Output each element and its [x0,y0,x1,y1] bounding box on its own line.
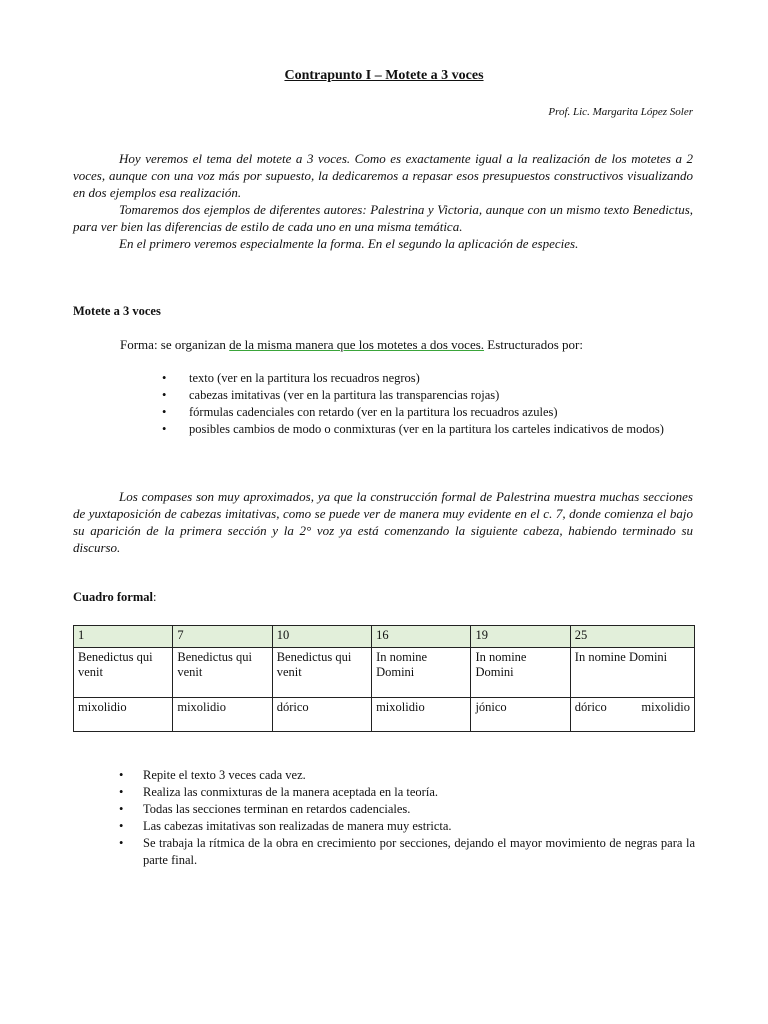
table-cell-measure: 10 [272,626,371,648]
bullet-icon: • [119,768,124,782]
compases-paragraph: Los compases son muy aproximados, ya que la construcción formal de Palestrina muestra muchas secciones de yuxtaposición de cabezas imitativas, como se puede ver de manera muy evidente en el c. 7, donde comienza el bajo su aparición de la primera sección y la 2° voz ya está comenzando la siguiente cabeza, habiendo terminado su discurso. [73,489,693,555]
bullet-icon: • [119,785,124,799]
list-item [162,370,694,387]
table-cell-mode: mixolidio [372,698,471,732]
table-cell-measure: 19 [471,626,570,648]
table-cell-mode: dórico [574,700,607,714]
list-item-text: Todas las secciones terminan en retardos cadenciales. [143,802,411,816]
list-item-text: posibles cambios de modo o conmixturas (ver en la partitura los carteles indicativos de modos) [189,422,664,436]
list-item [119,767,695,784]
table-cell-text: Benedictus qui venit [173,648,272,698]
structure-list [162,370,694,438]
table-cell-text: In nomine Domini [372,648,471,698]
intro-paragraph: En el primero veremos especialmente la forma. En el segundo la aplicación de especies. [119,236,579,251]
list-item-text: Las cabezas imitativas son realizadas de manera muy estricta. [143,819,452,833]
summary-list [119,767,695,869]
forma-underlined-text: de la misma manera que los motetes a dos voces. [229,337,485,352]
list-item [162,421,694,438]
table-cell-mode: dórico [272,698,371,732]
list-item-text: Repite el texto 3 veces cada vez. [143,768,306,782]
cuadro-heading-line [73,590,156,605]
table-cell-mode: jónico [471,698,570,732]
table-cell-measure: 16 [372,626,471,648]
mode-pair [575,700,690,715]
bullet-icon: • [119,802,124,816]
table-cell-text: Benedictus qui venit [272,648,371,698]
bullet-icon: • [162,405,167,419]
table-cell-text: In nomine Domini [570,648,694,698]
list-item [119,801,695,818]
bullet-icon: • [162,388,167,402]
intro-paragraph: Tomaremos dos ejemplos de diferentes autores: Palestrina y Victoria, aunque con un mismo texto Benedictus, para ver bien las diferencias de estilo de cada uno en una misma temática. [73,202,693,234]
section-heading: Motete a 3 voces [73,304,161,318]
forma-text: Forma: se organizan [120,337,230,352]
table-cell-mode: mixolidio [74,698,173,732]
bullet-icon: • [162,371,167,385]
table-cell-mode-pair [570,698,694,732]
formal-table [73,625,695,732]
table-cell-mode-extra: mixolidio [641,700,690,714]
table-row-texts [74,648,695,698]
list-item [162,387,694,404]
list-item [162,404,694,421]
cuadro-heading: Cuadro formal [73,590,153,604]
list-item [119,784,695,801]
table-row-modes [74,698,695,732]
list-item-text: Se trabaja la rítmica de la obra en crecimiento por secciones, dejando el mayor movimiento de negras para la parte final. [143,836,695,867]
list-item [119,818,695,835]
table-cell-text: In nomine Domini [471,648,570,698]
bullet-icon: • [119,836,124,850]
table-cell-measure: 25 [570,626,694,648]
bullet-icon: • [119,819,124,833]
list-item [119,835,695,869]
intro-text [73,150,693,252]
table-cell-measure: 7 [173,626,272,648]
table-cell-text: Benedictus qui venit [74,648,173,698]
forma-line [120,337,583,353]
table-cell-mode: mixolidio [173,698,272,732]
list-item-text: cabezas imitativas (ver en la partitura las transparencias rojas) [189,388,500,402]
intro-paragraph: Hoy veremos el tema del motete a 3 voces. Como es exactamente igual a la realización de los motetes a 2 voces, aunque con una voz más por supuesto, la dedicaremos a repasar esos presupuestos constructivos visualizando en dos ejemplos esa realización. [73,151,693,200]
table-row-measures [74,626,695,648]
document-title: Contrapunto I – Motete a 3 voces [284,68,484,83]
list-item-text: Realiza las conmixturas de la manera aceptada en la teoría. [143,785,438,799]
list-item-text: texto (ver en la partitura los recuadros negros) [189,371,420,385]
author-line: Prof. Lic. Margarita López Soler [548,106,693,118]
forma-text-end: Estructurados por: [484,337,583,352]
bullet-icon: • [162,422,167,436]
cuadro-heading-colon: : [152,590,157,604]
table-cell-measure: 1 [74,626,173,648]
list-item-text: fórmulas cadenciales con retardo (ver en la partitura los recuadros azules) [189,405,558,419]
